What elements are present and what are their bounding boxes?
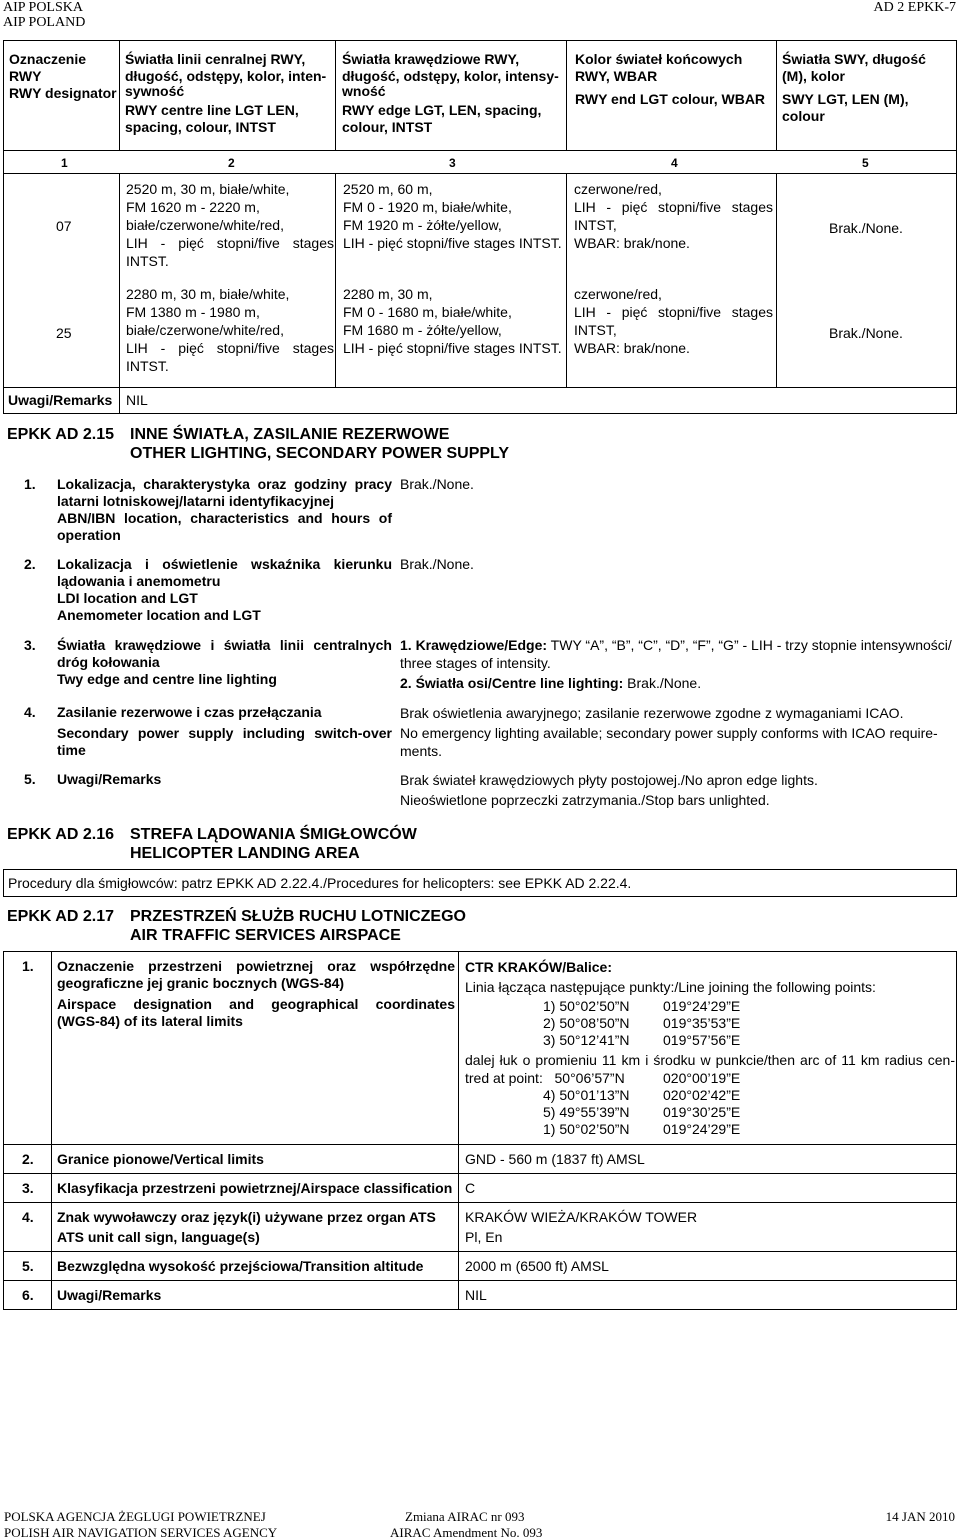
rwy-designator: 07 (56, 218, 72, 234)
item-number: 5. (22, 1258, 34, 1274)
airspace-class-label: Klasyfikacja przestrzeni powietrznej/Airspace classification (57, 1180, 453, 1196)
rwy-end-value: czerwone/red, LIH - pięć stopni/five stages INTST, WBAR: brak/none. (574, 181, 773, 251)
ctr-points: 4) 50°01’13”N 020°02’42”E 5) 49°55’39”N 019°30’25”E 1) 50°02’50”N 019°24’29”E (543, 1087, 741, 1137)
header-aip-polska: AIP POLSKA (3, 0, 83, 15)
section-number: EPKK AD 2.15 (7, 426, 114, 443)
rwy-edge-value: 2520 m, 60 m, FM 0 - 1920 m, białe/white, FM 1920 m - żółte/yellow, LIH - pięć stopni/five stages INTST. (343, 181, 562, 251)
col-centre-line-header: Światła linii cenralnej RWY, długość, odstępy, kolor, inten- sywność RWY centre line LGT LEN, spacing, colour, INTST (125, 51, 327, 135)
item-number: 3. (24, 637, 36, 653)
remarks-label: Uwagi/Remarks (8, 392, 113, 408)
footer-agency-en: POLISH AIR NAVIGATION SERVICES AGENCY (4, 1525, 278, 1540)
ctr-arc-centre: tred at point: 50°06’57”N 020°00’19”E (465, 1070, 741, 1086)
ctr-arc: dalej łuk o promieniu 11 km i środku w punkcie/then arc of 11 km radius cen- (465, 1052, 955, 1068)
section-title: STREFA LĄDOWANIA ŚMIGŁOWCÓW HELICOPTER LANDING AREA (130, 826, 417, 862)
item-label: Zasilanie rezerwowe i czas przełączania Secondary power supply including switch-over time (57, 704, 392, 758)
remarks-label: Uwagi/Remarks (57, 1287, 162, 1303)
header-page-ref: AD 2 EPKK-7 (873, 0, 956, 15)
item-number: 4. (24, 704, 36, 720)
item-value: Brak oświetlenia awaryjnego; zasilanie rezerwowe zgodne z wymaganiami ICAO. No emergency lighting available; secondary power supply conforms with ICAO require- ments. (400, 705, 938, 759)
item-number: 6. (22, 1287, 34, 1303)
ctr-intro: Linia łącząca następujące punkty:/Line joining the following points: (465, 979, 876, 995)
helicopter-procedures-text: Procedury dla śmigłowców: patrz EPKK AD 2.22.4./Procedures for helicopters: see EPKK AD 2.22.4. (8, 875, 632, 891)
rwy-end-value: czerwone/red, LIH - pięć stopni/five stages INTST, WBAR: brak/none. (574, 286, 773, 356)
col-designator-header: Oznaczenie RWY RWY designator (9, 51, 117, 101)
item-label: Lokalizacja i oświetlenie wskaźnika kierunku lądowania i anemometru LDI location and LGT Anemometer location and LGT (57, 556, 392, 623)
item-value: Brak./None. (400, 556, 474, 572)
item-number: 5. (24, 771, 36, 787)
col-edge-header: Światła krawędziowe RWY, długość, odstępy, kolor, intensy- wność RWY edge LGT, LEN, spacing, colour, INTST (342, 51, 559, 135)
callsign-label: Znak wywoławczy oraz język(i) używane przez organ ATS ATS unit call sign, language(s) (57, 1209, 436, 1245)
footer-date: 14 JAN 2010 (885, 1509, 955, 1524)
ctr-title: CTR KRAKÓW/Balice: (465, 959, 613, 975)
item-value: 1. Krawędziowe/Edge: TWY “A”, “B”, “C”, “D”, “F”, “G” - LIH - trzy stopnie intensywności/ three stages of intensity. 2. Światła osi/Centre line lighting: Brak./None. (400, 637, 952, 691)
col-end-header: Kolor świateł końcowych RWY, WBAR RWY end LGT colour, WBAR (575, 51, 766, 107)
section-number: EPKK AD 2.16 (7, 826, 114, 843)
item-number: 2. (22, 1151, 34, 1167)
swy-value: Brak./None. (829, 220, 903, 236)
col-number: 5 (862, 156, 869, 170)
item-number: 2. (24, 556, 36, 572)
footer-agency-pl: POLSKA AGENCJA ŻEGLUGI POWIETRZNEJ (4, 1509, 266, 1524)
airspace-designation-label: Oznaczenie przestrzeni powietrznej oraz współrzędne geograficzne jej granic bocznych (WGS-84) Airspace designation and geographical coordinates (WGS-84) of its lateral limits (57, 958, 455, 1029)
item-label: Uwagi/Remarks (57, 771, 162, 787)
remarks-value: NIL (465, 1287, 487, 1303)
item-label: Lokalizacja, charakterystyka oraz godziny pracy latarni lotniskowej/latarni identyfikacyjnej ABN/IBN location, characteristics and hours of operation (57, 476, 392, 543)
col-number: 1 (61, 156, 68, 170)
item-label: Światła krawędziowe i światła linii centralnych dróg kołowania Twy edge and centre line lighting (57, 637, 392, 687)
ctr-points: 1) 50°02’50”N 019°24’29”E 2) 50°08’50”N 019°35’53”E 3) 50°12’41”N 019°57’56”E (543, 998, 741, 1048)
section-title: PRZESTRZEŃ SŁUŻB RUCHU LOTNICZEGO AIR TRAFFIC SERVICES AIRSPACE (130, 908, 466, 944)
item-number: 4. (22, 1209, 34, 1225)
rwy-edge-value: 2280 m, 30 m, FM 0 - 1680 m, białe/white, FM 1680 m - żółte/yellow, LIH - pięć stopni/five stages INTST. (343, 286, 562, 356)
item-number: 1. (24, 476, 36, 492)
vertical-limits-value: GND - 560 m (1837 ft) AMSL (465, 1151, 645, 1167)
vertical-limits-label: Granice pionowe/Vertical limits (57, 1151, 264, 1167)
swy-value: Brak./None. (829, 325, 903, 341)
item-number: 3. (22, 1180, 34, 1196)
rwy-centre-line-value: 2280 m, 30 m, białe/white, FM 1380 m - 1980 m, białe/czerwone/white/red, LIH - pięć stopni/five stages INTST. (126, 286, 334, 374)
col-number: 4 (671, 156, 678, 170)
airspace-class-value: C (465, 1180, 476, 1196)
rwy-designator: 25 (56, 325, 72, 341)
footer-amendment-pl: Zmiana AIRAC nr 093 (405, 1509, 525, 1524)
item-value: Brak świateł krawędziowych płyty postojowej./No apron edge lights. Nieoświetlone poprzeczki zatrzymania./Stop bars unlighted. (400, 772, 818, 808)
col-number: 3 (449, 156, 456, 170)
transition-altitude-label: Bezwzględna wysokość przejściowa/Transition altitude (57, 1258, 424, 1274)
col-swy-header: Światła SWY, długość (M), kolor SWY LGT, LEN (M), colour (782, 51, 926, 124)
callsign-value: KRAKÓW WIEŻA/KRAKÓW TOWER Pl, En (465, 1209, 698, 1245)
item-value: Brak./None. (400, 476, 474, 492)
section-title: INNE ŚWIATŁA, ZASILANIE REZERWOWE OTHER LIGHTING, SECONDARY POWER SUPPLY (130, 426, 510, 462)
rwy-centre-line-value: 2520 m, 30 m, białe/white, FM 1620 m - 2220 m, białe/czerwone/white/red, LIH - pięć stopni/five stages INTST. (126, 181, 334, 269)
col-number: 2 (228, 156, 235, 170)
item-number: 1. (22, 958, 34, 974)
section-number: EPKK AD 2.17 (7, 908, 114, 925)
header-aip-poland: AIP POLAND (3, 15, 86, 30)
transition-altitude-value: 2000 m (6500 ft) AMSL (465, 1258, 609, 1274)
remarks-value: NIL (126, 392, 148, 408)
footer-amendment-en: AIRAC Amendment No. 093 (390, 1525, 543, 1540)
